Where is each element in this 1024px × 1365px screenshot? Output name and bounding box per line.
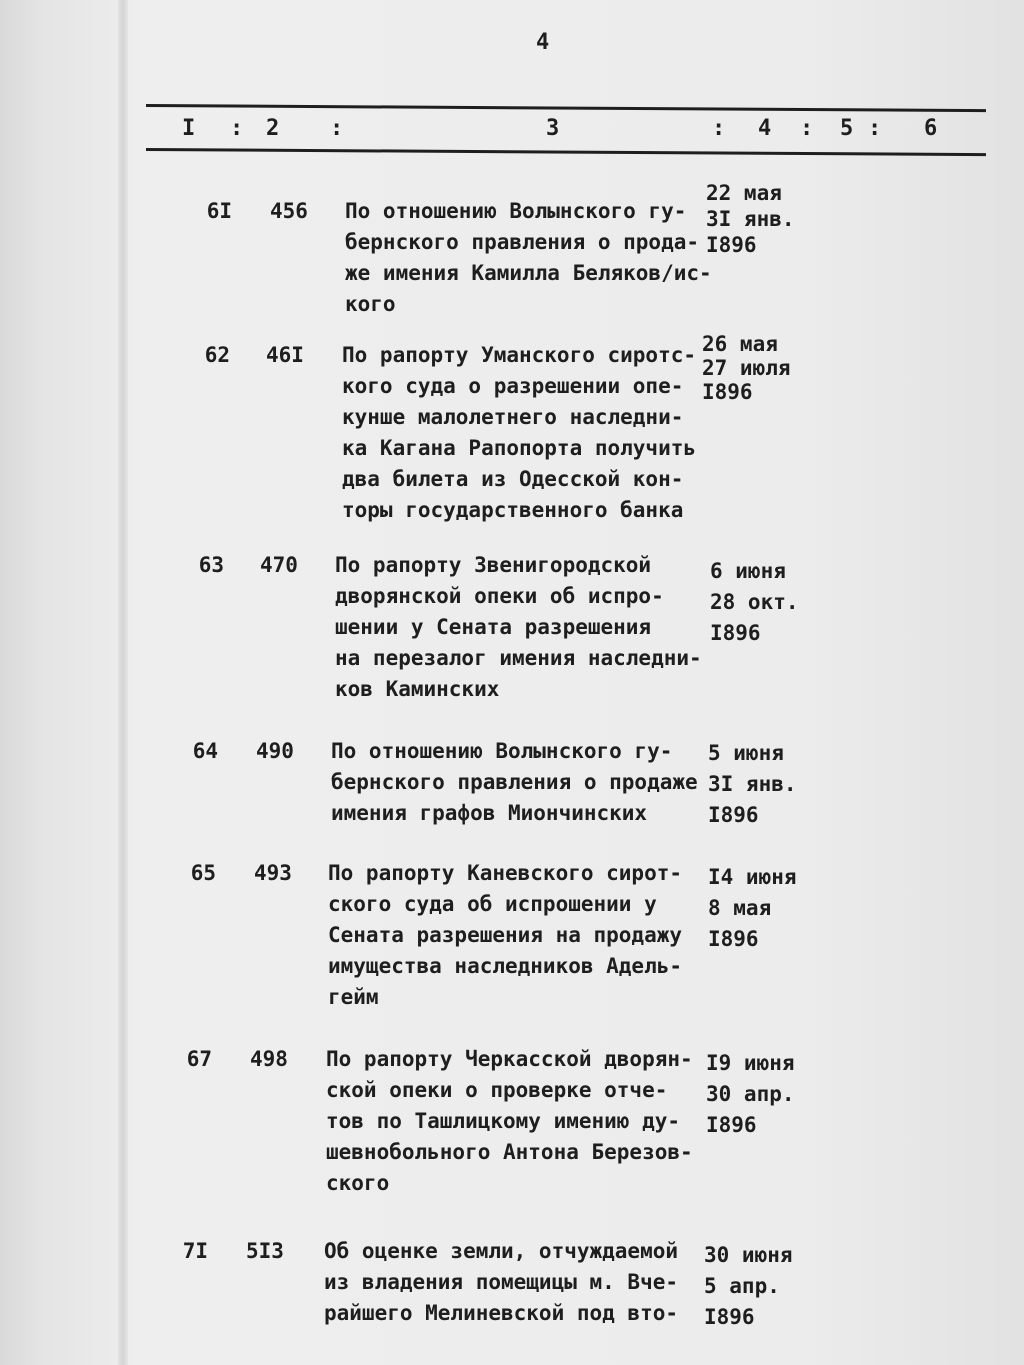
column-separator: : [230, 116, 244, 141]
description-line: ка Кагана Рапопорта получить [342, 436, 697, 460]
date-line: 26 мая [702, 332, 778, 356]
entry-number: 6I [206, 199, 232, 223]
entry-number: 7I [182, 1239, 208, 1263]
date-line: 8 мая [708, 896, 772, 920]
description-line: шении у Сената разрешения [335, 615, 652, 639]
description-line: По отношению Волынского гу- [331, 739, 673, 763]
entry-number: 67 [186, 1047, 212, 1071]
date-line: 22 мая [706, 181, 782, 205]
date-line: I9 июня [706, 1051, 795, 1075]
description-line: имущества наследников Адель- [328, 954, 683, 978]
file-number: 490 [256, 739, 294, 763]
entry-description [331, 736, 698, 829]
column-separator: : [330, 116, 344, 141]
date-line: 6 июня [710, 559, 786, 583]
entry-number: 64 [192, 739, 218, 763]
description-line: из владения помещицы м. Вче- [324, 1270, 679, 1294]
date-line: 3I янв. [708, 772, 797, 796]
date-line: I896 [710, 621, 761, 645]
table-top-rule [146, 104, 986, 112]
description-line: райшего Мелиневской под вто- [324, 1301, 679, 1325]
column-header-4: 4 [758, 116, 772, 141]
description-line: бернского правления о продаже [331, 770, 698, 794]
description-line: же имения Камилла Беляков/ис- [345, 261, 712, 285]
file-number: 470 [260, 553, 298, 577]
description-line: ской опеки о проверке отче- [326, 1078, 668, 1102]
date-line: 5 июня [708, 741, 784, 765]
entry-number: 65 [190, 861, 216, 885]
date-line: I4 июня [708, 865, 797, 889]
file-number: 46I [266, 343, 304, 367]
date-line: 3I янв. [706, 207, 795, 231]
entry-dates [704, 1240, 793, 1333]
description-line: торы государственного банка [342, 498, 684, 522]
description-line: на перезалог имения наследни- [335, 646, 702, 670]
description-line: По рапорту Уманского сиротс- [342, 343, 697, 367]
description-line: По рапорту Звенигородской [335, 553, 652, 577]
entry-description [324, 1236, 678, 1329]
date-line: 5 апр. [704, 1274, 780, 1298]
column-separator: : [800, 116, 814, 141]
column-header-3: 3 [546, 116, 560, 141]
column-header-5: 5 [840, 116, 854, 141]
description-line: шевнобольного Антона Березов- [326, 1140, 693, 1164]
entry-dates [706, 1048, 795, 1141]
column-separator: : [868, 116, 882, 141]
date-line: I896 [706, 1113, 757, 1137]
description-line: тов по Ташлицкому имению ду- [326, 1109, 681, 1133]
file-number: 493 [254, 861, 292, 885]
entry-description [345, 196, 712, 320]
description-line: ского суда об испрошении у [328, 892, 657, 916]
date-line: I896 [708, 927, 759, 951]
entry-dates [708, 738, 797, 831]
date-line: I896 [706, 233, 757, 257]
entry-dates [710, 556, 799, 649]
description-line: дворянской опеки об испро- [335, 584, 664, 608]
description-line: кого суда о разрешении опе- [342, 374, 684, 398]
entry-description [328, 858, 682, 1013]
column-header-6: 6 [924, 116, 938, 141]
date-line: 30 апр. [706, 1082, 795, 1106]
description-line: Об оценке земли, отчуждаемой [324, 1239, 679, 1263]
file-number: 498 [250, 1047, 288, 1071]
description-line: По отношению Волынского гу- [345, 199, 687, 223]
date-line: I896 [704, 1305, 755, 1329]
entry-dates [706, 180, 795, 258]
entry-number: 62 [204, 343, 230, 367]
description-line: По рапорту Черкасской дворян- [326, 1047, 693, 1071]
date-line: I896 [708, 803, 759, 827]
date-line: 28 окт. [710, 590, 799, 614]
file-number: 456 [270, 199, 308, 223]
table-header-rule [146, 148, 986, 156]
column-separator: : [712, 116, 726, 141]
entry-dates [702, 332, 791, 404]
description-line: кунше малолетнего наследни- [342, 405, 684, 429]
description-line: кого [345, 292, 396, 316]
column-header-1: I [182, 116, 196, 141]
date-line: 30 июня [704, 1243, 793, 1267]
page-number: 4 [536, 30, 550, 55]
description-line: два билета из Одесской кон- [342, 467, 684, 491]
description-line: По рапорту Каневского сирот- [328, 861, 683, 885]
file-number: 5I3 [246, 1239, 284, 1263]
description-line: ского [326, 1171, 390, 1195]
date-line: I896 [702, 380, 753, 404]
entry-number: 63 [198, 553, 224, 577]
column-header-2: 2 [266, 116, 280, 141]
description-line: гейм [328, 985, 379, 1009]
date-line: 27 июля [702, 356, 791, 380]
description-line: ков Каминских [335, 677, 500, 701]
entry-description [326, 1044, 693, 1199]
description-line: бернского правления о прода- [345, 230, 700, 254]
entry-dates [708, 862, 797, 955]
description-line: имения графов Миончинских [331, 801, 648, 825]
description-line: Сената разрешения на продажу [328, 923, 683, 947]
entry-description [335, 550, 702, 705]
page-fold-shadow [118, 0, 128, 1365]
entry-description [342, 340, 696, 526]
